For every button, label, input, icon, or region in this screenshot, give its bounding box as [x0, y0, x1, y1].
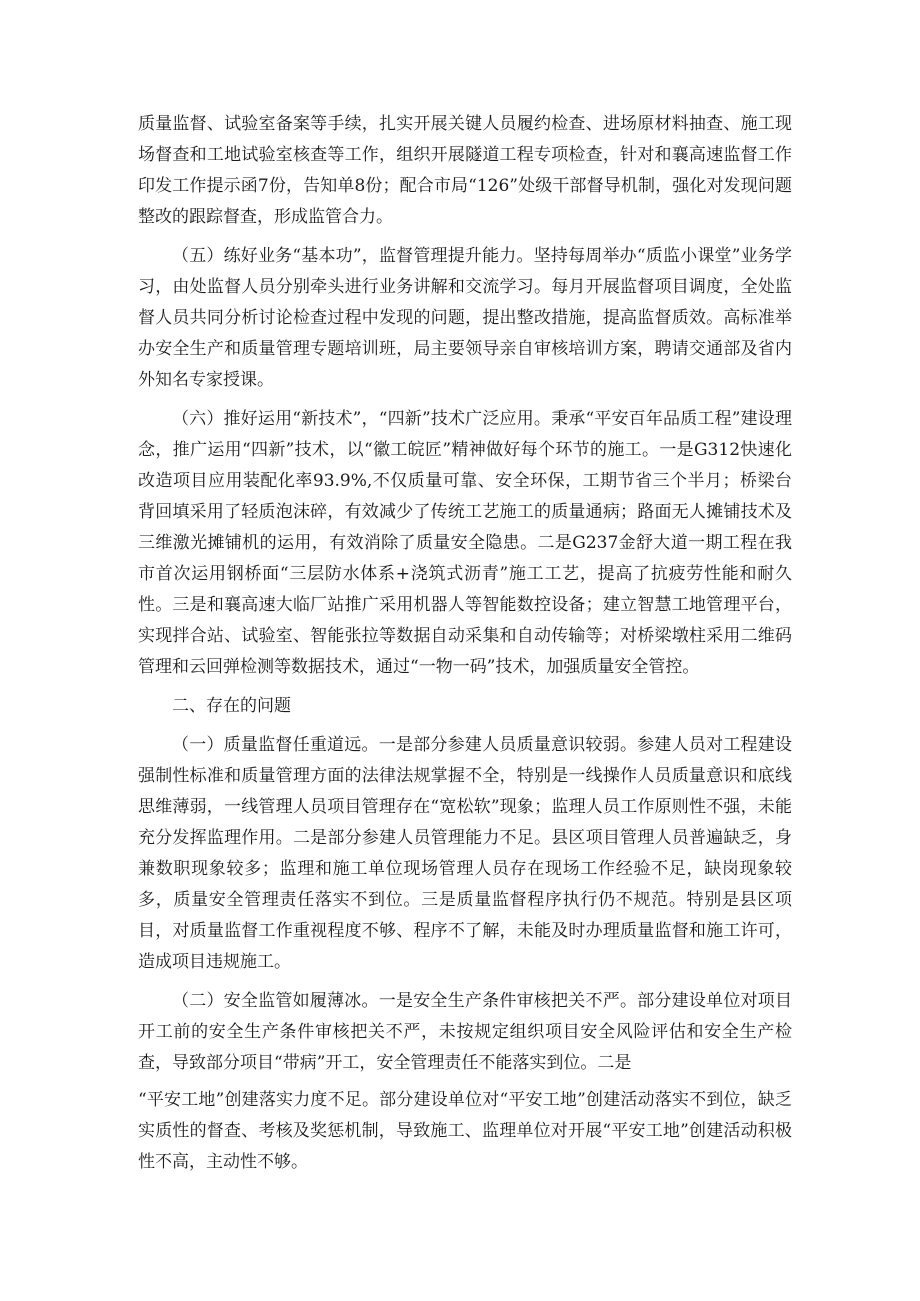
document-page — [138, 109, 792, 1178]
paragraph-problem-two: （二）安全监管如履薄冰。一是安全生产条件审核把关不严。部分建设单位对项目开工前的安全生产条件审核把关不严，未按规定组织项目安全风险评估和安全生产检查，导致部分项目“带病”开工，安全管理责任不能落实到位。二是 — [138, 991, 792, 1073]
paragraph-continuation: 质量监督、试验室备案等手续，扎实开展关键人员履约检查、进场原材料抽查、施工现场督查和工地试验室核查等工作，组织开展隧道工程专项检查，针对和襄高速监督工作印发工作提示函7份，告知单8份；配合市局“126”处级干部督导机制，强化对发现问题整改的跟踪督查，形成监管合力。 — [138, 114, 792, 227]
paragraph-section-five: （五）练好业务“基本功”，监督管理提升能力。坚持每周举办“质监小课堂”业务学习，由处监督人员分别牵头进行业务讲解和交流学习。每月开展监督项目调度，全处监督人员共同分析讨论检查过程中发现的问题，提出整改措施，提高监督质效。高标准举办安全生产和质量管理专题培训班，局主要领导亲自审核培训方案，聘请交通部及省内外知名专家授课。 — [138, 246, 792, 390]
paragraph-problem-two-continued: “平安工地”创建落实力度不足。部分建设单位对“平安工地”创建活动落实不到位，缺乏实质性的督查、考核及奖惩机制，导致施工、监理单位对开展“平安工地”创建活动积极性不高，主动性不够。 — [138, 1090, 792, 1172]
paragraph-problem-one: （一）质量监督任重道远。一是部分参建人员质量意识较弱。参建人员对工程建设强制性标准和质量管理方面的法律法规掌握不全，特别是一线操作人员质量意识和底线思维薄弱，一线管理人员项目管理存在“宽松软”现象；监理人员工作原则性不强，未能充分发挥监理作用。二是部分参建人员管理能力不足。县区项目管理人员普遍缺乏，身兼数职现象较多；监理和施工单位现场管理人员存在现场工作经验不足，缺岗现象较多，质量安全管理责任落实不到位。三是质量监督程序执行仍不规范。特别是县区项目，对质量监督工作重视程度不够、程序不了解，未能及时办理质量监督和施工许可，造成项目违规施工。 — [138, 735, 792, 972]
section-heading-problems: 二、存在的问题 — [172, 696, 291, 716]
paragraph-section-six: （六）推好运用“新技术”，“四新”技术广泛应用。秉承“平安百年品质工程”建设理念，推广运用“四新”技术，以“徽工皖匠”精神做好每个环节的施工。一是G312快速化改造项目应用装配化率93.9%,不仅质量可靠、安全环保，工期节省三个半月；桥梁台背回填采用了轻质泡沫碎，有效减少了传统工艺施工的质量通病；路面无人摊铺技术及三维激光摊铺机的运用，有效消除了质量安全隐患。二是G237金舒大道一期工程在我市首次运用钢桥面“三层防水体系+浇筑式沥青”施工工艺，提高了抗疲劳性能和耐久性。三是和襄高速大临厂站推广采用机器人等智能数控设备；建立智慧工地管理平台，实现拌合站、试验室、智能张拉等数据自动采集和自动传输等；对桥梁墩柱采用二维码管理和云回弹检测等数据技术，通过“一物一码”技术，加强质量安全管控。 — [138, 409, 792, 677]
